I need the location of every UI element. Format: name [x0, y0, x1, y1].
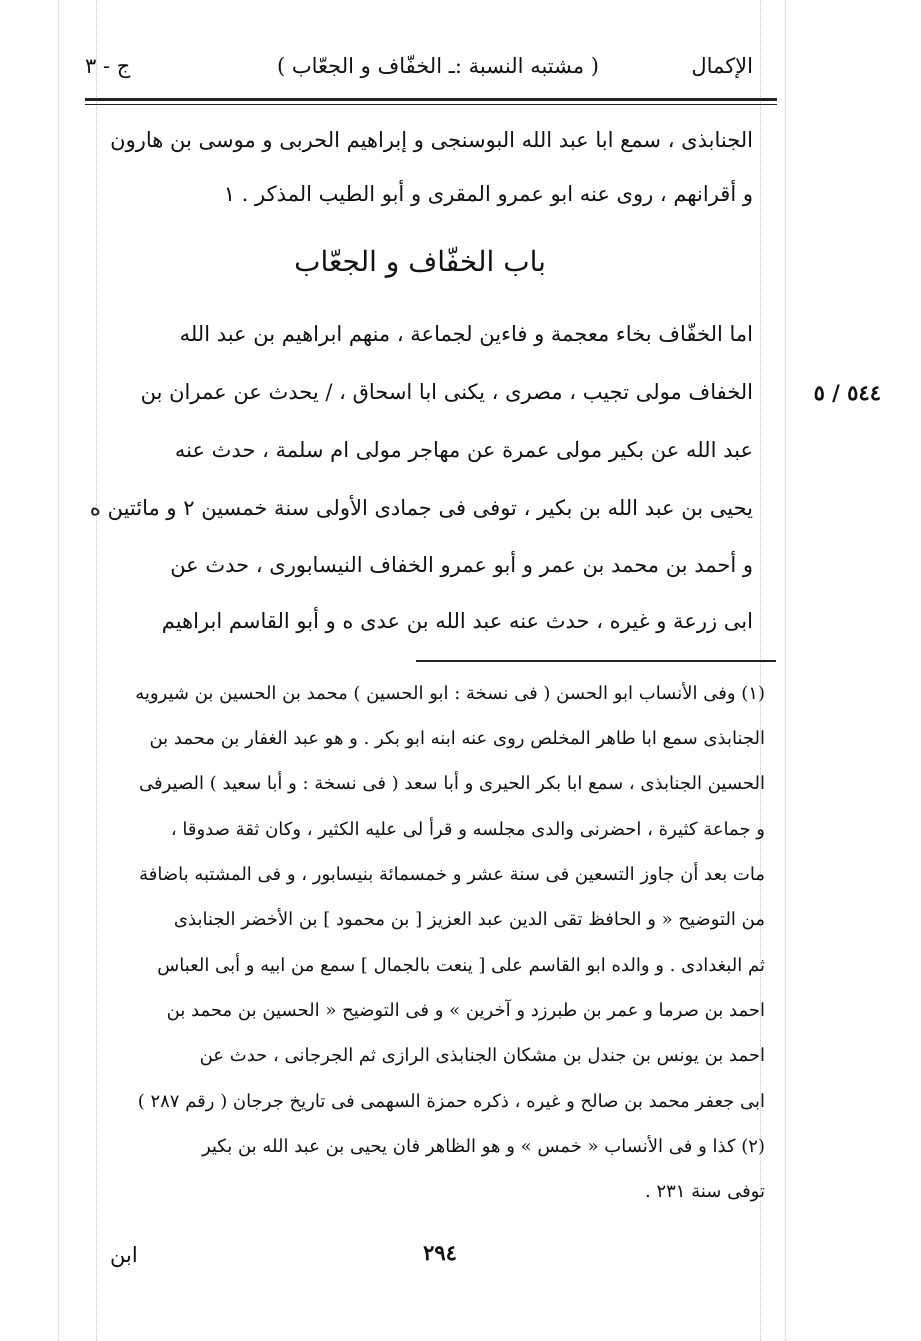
text-line: الخفاف مولى تجيب ، مصرى ، يكنى ابا اسحاق ، / يحدث عن عمران بن: [140, 380, 753, 404]
footnote-line: احمد بن صرما و عمر بن طبرزد و آخرين » و فى التوضيح « الحسين بن محمد بن: [166, 1000, 765, 1021]
footnote-separator: [416, 660, 776, 662]
scan-guide-line: [58, 0, 59, 1341]
footnote-line: و جماعة كثيرة ، احضرنى والدى مجلسه و قرأ لى عليه الكثير ، وكان ثقة صدوقا ،: [170, 819, 765, 840]
footnote-line: الحسين الجنابذى ، سمع ابا بكر الحيرى و أبا سعد ( فى نسخة : و أبا سعيد ) الصيرفى: [138, 773, 765, 794]
header-rule-thin: [85, 104, 777, 105]
text-line: و أقرانهم ، روى عنه ابو عمرو المقرى و أبو الطيب المذكر . ١: [223, 182, 753, 206]
margin-reference: ٥٤٤ / ٥: [813, 380, 881, 405]
footnote-line: الجنابذى سمع ابا طاهر المخلص روى عنه ابنه ابو بكر . و هو عبد الغفار بن محمد بن: [149, 728, 765, 749]
header-volume: ج - ٣: [85, 54, 131, 78]
scan-guide-line: [96, 0, 97, 1341]
page-number: ٢٩٤: [423, 1240, 457, 1265]
text-line: الجنابذى ، سمع ابا عبد الله البوسنجى و إبراهيم الحربى و موسى بن هارون: [110, 128, 753, 152]
scan-guide-line: [785, 0, 786, 1341]
text-line: ابى زرعة و غيره ، حدث عنه عبد الله بن عدى ه و أبو القاسم ابراهيم: [161, 609, 753, 633]
footnote-line: توفى سنة ٢٣١ .: [645, 1181, 765, 1202]
footnote-line: ابى جعفر محمد بن صالح و غيره ، ذكره حمزة السهمى فى تاريخ جرجان ( رقم ٢٨٧ ): [137, 1091, 765, 1112]
footnote-line: (١) وفى الأنساب ابو الحسن ( فى نسخة : ابو الحسين ) محمد بن الحسين بن شيرويه: [135, 683, 765, 704]
text-line: عبد الله عن بكير مولى عمرة عن مهاجر مولى ام سلمة ، حدث عنه: [174, 438, 753, 462]
footnote-line: من التوضيح « و الحافظ تقى الدين عبد العزيز [ بن محمود ] بن الأخضر الجنابذى: [173, 909, 765, 930]
footnote-line: مات بعد أن جاوز التسعين فى سنة عشر و خمسمائة بنيسابور ، و فى المشتبه باضافة: [139, 864, 765, 885]
header-section-title: ( مشتبه النسبة :ـ الخفّاف و الجعّاب ): [277, 54, 599, 78]
text-line: يحيى بن عبد الله بن بكير ، توفى فى جمادى الأولى سنة خمسين ٢ و مائتين ه: [89, 496, 753, 520]
footnote-line: ثم البغدادى . و والده ابو القاسم على [ ينعت بالجمال ] سمع من ابيه و أبى العباس: [157, 955, 765, 976]
header-book-title: الإكمال: [691, 54, 753, 78]
footnote-line: احمد بن يونس بن جندل بن مشكان الجنابذى الرازى ثم الجرجانى ، حدث عن: [199, 1045, 765, 1066]
text-line: اما الخفّاف بخاء معجمة و فاءين لجماعة ، منهم ابراهيم بن عبد الله: [179, 322, 753, 346]
catchword: ابن: [110, 1243, 138, 1267]
header-rule: [85, 98, 777, 101]
chapter-title: باب الخفّاف و الجعّاب: [294, 245, 546, 278]
text-line: و أحمد بن محمد بن عمر و أبو عمرو الخفاف النيسابورى ، حدث عن: [170, 553, 753, 577]
footnote-line: (٢) كذا و فى الأنساب « خمس » و هو الظاهر فان يحيى بن عبد الله بن بكير: [201, 1136, 765, 1157]
